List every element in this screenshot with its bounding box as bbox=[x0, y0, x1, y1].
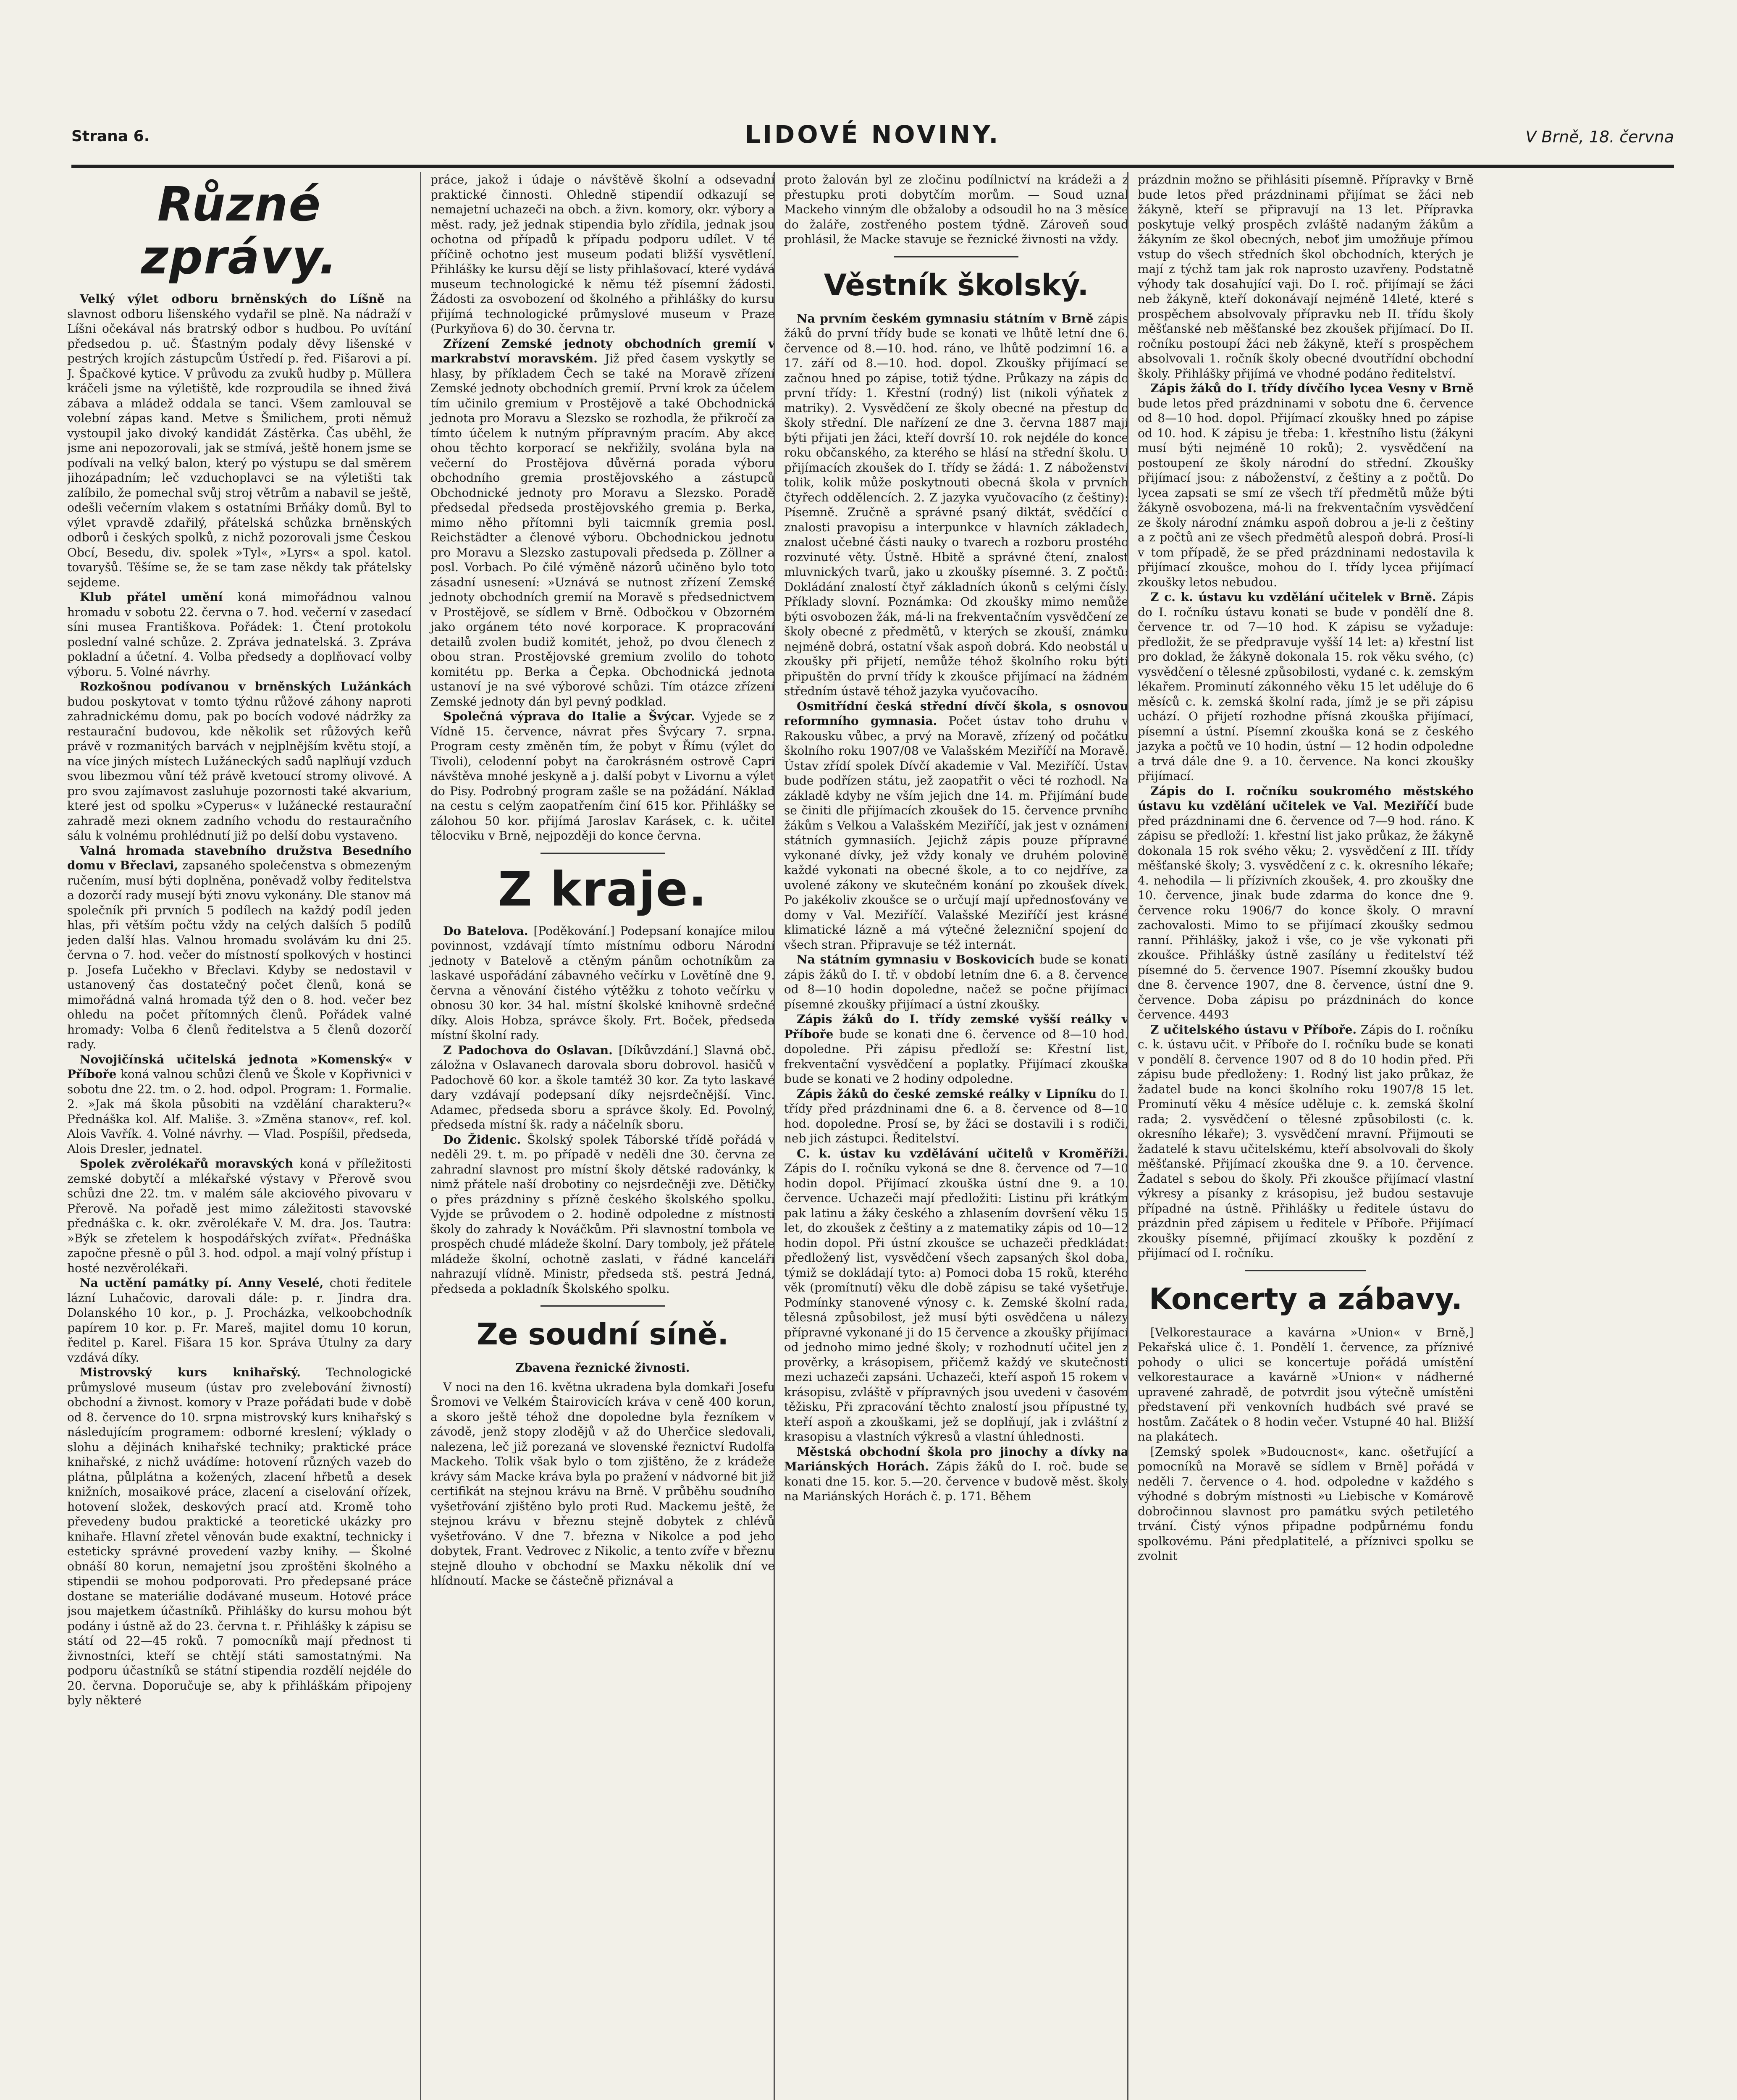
article-headline: Novojičínská učitelská jednota »Komenský« v Příboře bbox=[67, 1052, 412, 1081]
article-headline: Na uctění památky pí. Anny Veselé, bbox=[80, 1276, 324, 1290]
article-body: Již před časem vyskytly se hlasy, by příkladem Čech se také na Moravě zřízení Zemské jednoty obchodních gremií. První krok za účelem tím učinilo gremium v Prostějově a také Obchodnická jednota pro Moravu a Slezsko se rozhodla, že přikročí za tímto účelem k nutným přípravným pracím. Aby akce ohou těchto korporací se nekřižily, svolána byla na večerní do Prostějova důvěrná porada výboru obchodního gremia prostějovského a zástupců Obchodnické jednoty pro Moravu a Slezsko. Poradě předsedal předseda prostějovského gremia p. Berka, mimo něho přítomni byli taicmník gremia posl. Reichstädter a členové výboru. Obchodnickou jednotu pro Moravu a Slezsko zastupovali předseda p. Zöllner a posl. Vorbach. Po čilé výměně názorů učiněno bylo toto zásadní usnesení: »Uznává se nutnost zřízení Zemské jednoty obchodních gremií na Moravě s předsednictvem v Prostějově, se sídlem v Brně. Odbočkou v Obzorném jako orgánem této nové korporace. K propracování detailů zvolen budiž komitét, jehož, po dvou členech z obou stran. Prostějovské gremium zvolilo do tohoto komitétu pp. Berka a Čepka. Obchodnická jednota ustanoví je na své výborové schůzi. Tím otázce zřízení Zemské jednoty dán byl pevný podklad. bbox=[430, 352, 775, 709]
section-title-ruzne-zpravy: Různé zprávy. bbox=[141, 177, 338, 285]
article-headline: Rozkošnou podívanou v brněnských Lužánkách bbox=[80, 680, 412, 693]
column-1 bbox=[67, 172, 412, 2100]
article bbox=[67, 1156, 412, 1276]
article-headline: Zřízení Zemské jednoty obchodních gremií v markrabství moravském. bbox=[430, 336, 775, 365]
article-body: bude před prázdninami dne 6. července od 7—9 hod. ráno. K zápisu se předloží: 1. křestní list jako průkaz, že žákyně dokonala 15 rok svého věku; 2. vysvědčení z III. třídy měšťanské školy; 3. vysvědčení z c. k. okresního lékaře; 4. nehodila — li přízivních zkoušek, 4. pro zkoušky dne 10. července, jinak bude zdarma do konce dne 9. července roku 1906/7 do konce školy. O mravní zachovalosti. Mimo to se přijímací zkoušky sedmou ranní. Přihlášky, jakož i vše, co je vše vykonati při zkoušce. Přihlášky ústně zasílány u ředitelství též písemné do 5. července 1907. Písemní zkoušky budou dne 8. července 1907, dne 8. července, ústní dne 9. července. Doba zápisu po prázdninách do konce července. 4493 bbox=[1138, 799, 1474, 1021]
article-headline: Do Batelova. bbox=[443, 924, 528, 938]
article bbox=[784, 1444, 1128, 1504]
article-headline: Spolek zvěrolékařů moravských bbox=[80, 1157, 294, 1171]
article-headline: Zápis žáků do I. třídy zemské vyšší reálky v Příboře bbox=[784, 1012, 1128, 1041]
article-body: bude se konati dne 6. července od 8—10 hod. dopoledne. Při zápisu předloží se: Křestní list, frekventační vysvědčení a poplatky. Přijímací zkouška bude se konati ve 2 hodiny odpoledne. bbox=[784, 1027, 1128, 1086]
article bbox=[430, 709, 775, 843]
article-body: koná valnou schůzi členů ve Škole v Kopřivnici v sobotu dne 22. tm. o 2. hod. odpol. Program: 1. Formalie. 2. »Jak má škola působiti na vzdělání charakteru?« Přednáška kol. Alf. Mališe. 3. »Změna stanov«, ref. kol. Alois Vavřík. 4. Volné návrhy. — Vlad. Pospíšil, předseda, Alois Dresler, jednatel. bbox=[67, 1067, 412, 1156]
article-headline: Z Padochova do Oslavan. bbox=[443, 1043, 613, 1057]
article-body: Zápis žáků do I. roč. bude se konati dne 15. kor. 5.—20. července v budově měst. školy na Mariánských Horách č. p. 171. Během bbox=[784, 1460, 1128, 1503]
article-headline: Zápis žáků do české zemské reálky v Lipníku bbox=[797, 1087, 1097, 1101]
article-body: zápis žáků do první třídy bude se konati ve lhůtě letní dne 6. července od 8.—10. hod. ráno, ve lhůtě podzimní 16. a 17. září od 8.—10. hod. dopol. Zkoušky přijímací se začnou hned po zápise, totiž týdne. Průkazy na zápis do první třídy: 1. Křestní (rodný) list (nikoli výňatek z matriky). 2. Vysvědčení ze školy obecné na přestup do školy střední. Dle nařízení ze dne 3. června 1887 mají býti přijati jen žáci, kteří dovrší 10. rok nejdéle do konce roku občanského, za kterého se hlásí na střední školu. U přijímacích zkoušek do I. třídy se žádá: 1. Z náboženství tolik, kolik může poskytnouti obecná škola v prvních čtyřech oddělencích. 2. Z jazyka vyučovacího (z češtiny): Písemně. Zručně a správné psaný diktát, svědčící o znalosti pravopisu a interpunkce v hlavních základech, znalost učebné části nauky o tvarech a rozboru prostého rozvinuté věty. Ústně. Hbitě a správné čtení, znalost mluvnických tvarů, jako u zkoušky písemné. 3. Z počtů: Dokládání znalostí čtyř základních úkonů s celými čísly. Příklady slovní. Poznámka: Od zkoušky mimo nemůže býti osvobozen žák, má-li na frekventačním vysvědčení ze školy obecné z předmětů, v kterých se zkouší, známku nejméně dobrá, ostatní však aspoň dobrá. Kdo neobstál u zkoušky při přijetí, nemůže téhož školního roku býti připuštěn do první třídy k zkoušce přijímací na žádném středním ústavě téhož jazyka vyučovacího. bbox=[784, 311, 1128, 698]
article-body: [Poděkování.] Podepsaní konajíce milou povinnost, vzdávají tímto místnímu odboru Národní jednoty v Batelově a ctěným pánům ochotníkům za laskavé uspořádání zábavného večírku v Lovětíně dne 9. června a věnování čistého výtěžku z tohoto večírku v obnosu 30 kor. 34 hal. místní školské knihovně srdečné díky. Alois Hobza, správce školy. Frt. Boček, předseda místní školní rady. bbox=[430, 924, 775, 1042]
article bbox=[430, 1132, 775, 1297]
column-4 bbox=[1127, 172, 1676, 2100]
article-continued: práce, jakož i údaje o návštěvě školní a odsevadní praktické činnosti. Ohledně stipendií odkazují se nemajetní uchazeči na obch. a živn. komory, okr. výbory a měst. rady, jež jednak stipendia bylo zřídila, jednak jsou ochotna od případů k případu podporu udílet. V té příčině ochotno jest museum podati bližší vysvětlení. Přihlášky ke kursu dějí se listy přihlašovací, které vydává museum technologické k němu též písemní žádosti. Žádosti za osvobození od školného a přihlášky do kursu přijímá technologické průmyslové museum v Praze (Purkyňova 6) do 30. června tr. bbox=[430, 173, 775, 336]
article bbox=[67, 843, 412, 1052]
article bbox=[67, 1052, 412, 1157]
divider bbox=[541, 1305, 664, 1307]
divider bbox=[1245, 1270, 1366, 1271]
article-body: koná mimořádnou valnou hromadu v sobotu 22. června o 7. hod. večerní v zasedací síni musea Františkova. Pořádek: 1. Čtení protokolu poslední valné schůze. 2. Zpráva jednatelská. 3. Zpráva pokladní a účetní. 4. Volba předsedy a doplňovací volby výboru. 5. Volné návrhy. bbox=[67, 590, 412, 679]
article-headline: Klub přátel umění bbox=[80, 590, 223, 604]
column-2 bbox=[420, 172, 775, 2100]
article-body: [Díkůvzdání.] Slavná obč. záložna v Oslavanech darovala sboru dobrovol. hasičů v Padochově 60 kor. a škole tamtéž 30 kor. Za tyto laskavé dary vzdávají podepsaní díky nejsrdečnější. Vinc. Adamec, předseda sboru a správce školy. Ed. Povolný, předseda místní šk. rady a náčelník sboru. bbox=[430, 1043, 775, 1131]
article bbox=[67, 1276, 412, 1365]
article-headline: Velký výlet odboru brněnských do Líšně bbox=[80, 292, 385, 306]
article-body: koná v příležitosti zemské dobytčí a mlékařské výstavy v Přerově svou schůzi dne 22. tm. v malém sále akciového pivovaru v Přerově. Na pořadě jest mimo záležitosti stavovské přednáška c. k. okr. zvěrolékaře V. M. dra. Jos. Tautra: »Býk se zřetelem k hospodářských zvířat«. Přednáška započne přesně o půl 3. hod. odpol. a mají volný přístup i hosté nezvěrolékaři. bbox=[67, 1157, 412, 1275]
article bbox=[430, 924, 775, 1043]
article-headline: Z učitelského ústavu v Příboře. bbox=[1150, 1022, 1357, 1037]
article bbox=[784, 1087, 1128, 1146]
article-body: Technologické průmyslové museum (ústav pro zvelebování živností) obchodní a živnost. komory v Praze pořádati bude v době od 8. července do 10. srpna mistrovský kurs knihařský s následujícím programem: odborné kreslení; výklady o slohu a dějinách knihařské techniky; praktické práce knihařské, z nichž uvádíme: hotovení různých vazeb do plátna, půlplátna a kožených, zlacení hřbetů a desek knižních, mosaikové práce, zlacení a ciselování ořízek, hotovení složek, deskových prací atd. Kromě toho převedeny budou praktické a teoretické ukázky pro knihaře. Hlavní zřetel věnován bude exaktní, technicky i esteticky správné provedení vazby knihy. — Školné obnáší 80 korun, nemajetní jsou zproštěni školného a stipendii se mohou podporovati. Pro předepsané práce dostane se materiálie dodávané museum. Hotové práce jsou majetkem účastníků. Přihlášky do kursu mohou být podány i ústně až do 23. června t. r. Přihlášky k zápisu se státí od 22—45 roků. 7 pomocníků mají přednost ti živnostníci, kteří se chtějí státi samostatnými. Na podporu účastníků se státní stipendia rozdělí nejdéle do 20. června. Doporučuje se, aby k přihláškám připojeny byly některé bbox=[67, 1365, 412, 1707]
article bbox=[784, 952, 1128, 1012]
section-title-koncerty-a-zabavy: Koncerty a zábavy. bbox=[1149, 1281, 1463, 1316]
article-body: Školský spolek Táborské třídě pořádá v neděli 29. t. m. po případě v neděli dne 30. června ze zahradní slavnost pro místní školy dětské radovánky, k nimž přátele naší drobotiny co nejsrdečněji zve. Dětičky o přes prázdniny s přízně českého školského spolku. Vyjde se průvodem o 2. hodině odpoledne z místnosti školy do zahrady k Nováčkům. Při slavnostní tombola ve prospěch chudé mládeže školní. Dary tomboly, jež přátele mládeže školní, ochotně zaslati, v řádné kanceláři nahrazují vlídně. Ministr, předseda stš. pestrá Jedná, předseda a pokladník Školského spolku. bbox=[430, 1132, 775, 1296]
article bbox=[67, 291, 412, 590]
divider bbox=[894, 256, 1018, 257]
page-number: Strana 6. bbox=[71, 128, 150, 145]
masthead-title: LIDOVÉ NOVINY. bbox=[745, 120, 1001, 149]
article-headline: Valná hromada stavebního družstva Besedního domu v Břeclavi, bbox=[67, 843, 412, 872]
article-body: Počet ústav toho druhu v Rakousku vůbec, a prvý na Moravě, zřízený od počátku školního roku 1907/08 ve Valašském Meziříčí na Moravě. Ústav zřídí spolek Dívčí akademie v Val. Meziříčí. Ústav bude podřízen státu, jež zaopatřit o věci té rozhodl. Na základě kdyby ne vším jejich dne 14. m. Přijímání bude se činiti dle přijímacích zkoušek do 15. července prvního žákům s Velkou a Valašském Meziříčí, jak jest v oznámení státních gymnasiích. Jejichž zápis pouze přípravné vykonané dívky, jež vždy konaly ve druhém polovině každé vykonati na obecné škole, a to co nejdříve, za uvolené zákony ve skutečném konání po zkoušek dívek. Po jakékoliv zkoušce se o určují mají upřednosťovány ve domy v Val. Meziříčí. Valašské Meziříčí jest krásné klimatické lázně a má výtečné železniční spojení do všech stran. Připravuje se též internát. bbox=[784, 714, 1128, 952]
article-headline: Z c. k. ústavu ku vzdělání učitelek v Brně. bbox=[1150, 590, 1436, 604]
article-body: do I. třídy před prázdninami dne 6. a 8. července od 8—10 hod. dopoledne. Prosí se, by žáci se dostavili i s rodiči, neb jich zástupci. Ředitelství. bbox=[784, 1087, 1128, 1145]
section-title-ze-soudni-sine: Ze soudní síně. bbox=[476, 1317, 729, 1352]
article bbox=[430, 336, 775, 709]
article-continued: prázdnin možno se přihlásiti písemně. Přípravky v Brně bude letos před prázdninami přijímat se žáci neb žákyně, kteří se připravují na 13 let. Přípravka poskytuje velký prospěch zvláště nadaným žákům a žákyním ze škol obecných, neboť jim umožňuje přímou vstup do všech středních škol obchodních, kterých je mají z týchž tam jak rok naprosto uzavřeny. Podstatně výhody tak dosahující vaji. Do I. roč. přijímají se žáci neb žákyně, kteří dokonávají nejméně 14leté, které s prospěchem absolvovaly přípravku neb II. třídu školy měšťanské neb měšťanské bez zkoušek přijímací. Do II. ročníku postoupí žáci neb žákyně, kteří s prospěchem absolvovali 1. ročník školy obecné dvoutřídní obchodní školy. Přihlášky přijímá ve vhodné podáno ředitelství. bbox=[1138, 173, 1474, 381]
article-body: Zápis do I. ročníku c. k. ústavu učit. v Příboře do I. ročníku bude se konati v pondělí 8. července 1907 od 8 do 10 hodin před. Při zápisu bude předloženy: 1. Rodný list jako průkaz, že žadatel bude na konci školního roku 1907/8 15 let. Prominutí věku 4 měsíce uděluje c. k. zemská školní rada; 2. vysvědčení o tělesné způsobilosti (c. k. okresního lékaře); 3. vysvědčení mravní. Přijmouti se žadatelé k stavu učitelskému, kteří absolvovali do školy měšťanské. Přijímací zkouška dne 9. a 10. července. Žadatel s sebou do školy. Při zkoušce přijímací vlastní výkresy a písanky z krásopisu, jež budou sestavuje případné na ústně. Přihlášky u ředitele ústavu do prázdnin před zápisem u ředitele v Příboře. Přijímací zkoušky písemné, přijímací zkoušky k pozdění z přijímací od I. ročníku. bbox=[1138, 1022, 1474, 1260]
article bbox=[430, 1043, 775, 1132]
article-subheadline: Zbavena řeznické živnosti. bbox=[515, 1361, 690, 1375]
article bbox=[784, 311, 1128, 699]
article-headline: Společná výprava do Italie a Švýcar. bbox=[443, 709, 695, 723]
article-headline: Osmitřídní česká střední dívčí škola, s osnovou reformního gymnasia. bbox=[784, 699, 1128, 728]
article-body: V noci na den 16. května ukradena byla domkaři Josefu Šromovi ve Velkém Štairovicích kráva v ceně 400 korun, a skoro ještě téhož dne dopoledne byla řezníkem v závodě, jenž stopy zlodějů v až do Uherčice sledovali, nalezena, leč již porezaná ve slovenské řeznictví Rudolfa Mackeho. Tolik však bylo o tom zjištěno, že z krádeže krávy sám Macke kráva byla po pražení v nádvorné bit již certifikát na stejnou krávu na Brně. V průběhu soudního vyšetřování zjištěno bylo proti Rud. Mackemu ještě, že stejnou krávu v březnu stejně dobytek z chlévů vyšetřováno. V dne 7. března v Nikolce a pod jeho dobytek, Frant. Vedrovec z Nikolic, a tento zvíře v březnu stejně dlouho v obchodní se Maxku několik dní ve hlídnoutí. Macke se částečně přiznával a bbox=[430, 1380, 775, 1588]
article-headline: C. k. ústav ku vzdělávání učitelů v Kroměříži. bbox=[797, 1146, 1128, 1160]
article-body: bude se konati zápis žáků do I. tř. v období letním dne 6. a 8. července od 8—10 hodin dopoledne, načež se počne přijímací písemné zkoušky přijímací a ústní zkoušky. bbox=[784, 953, 1128, 1011]
article bbox=[67, 679, 412, 843]
article-body: choti ředitele lázní Luhačovic, darovali dále: p. r. Jindra dra. Dolanského 10 kor., p. J. Procházka, velkoobchodník papírem 10 kor. p. Fr. Mareš, majitel domu 10 korun, ředitel p. Karel. Fišara 15 kor. Správa Útulny za dary vzdává díky. bbox=[67, 1276, 412, 1365]
page-header bbox=[71, 120, 1674, 168]
article-headline: Mistrovský kurs knihařský. bbox=[80, 1365, 301, 1379]
article-body: [Zemský spolek »Budoucnost«, kanc. ošetřující a pomocníků na Moravě se sídlem v Brně] pořádá v neděli 7. července o 4. hod. odpoledne v každého s výhodné s dobrým místnosti »u Liebische v Komárově dobročinnou slavnost pro památku svých petiletého trvání. Čistý výnos připadne podpůrnému fondu spolkovému. Páni předplatitelé, a příznivci spolku se zvolnit bbox=[1138, 1444, 1474, 1563]
article-body: Zápis do I. ročníku ústavu konati se bude v pondělí dne 8. července tr. od 7—10 hod. K zápisu se vyžaduje: předložit, že se předpravuje vyšší 14 let: a) křestní list pro doklad, že žákyně dokonala 15. rok věku svého, (c) vysvědčení o tělesné způsobilosti, vydané c. k. zemským lékařem. Prominutí zákonného věku 15 let uděluje do 6 měsíců c. k. zemská školní rada, jímž je se při zápisu uchází. O přijetí rozhodne přísná zkouška přijímací, písemní a ústní. Písemní zkouška koná se z českého jazyka a počtů ve 10 hodin, ústní — 12 hodin odpoledne a trvá dále dne 9. a 10. července. Na konci zkoušky přijímací. bbox=[1138, 590, 1474, 783]
article bbox=[784, 1146, 1128, 1444]
article-headline: Městská obchodní škola pro jinochy a dívky na Mariánských Horách. bbox=[784, 1444, 1128, 1473]
article-continued: proto žalován byl ze zločinu podílnictví na krádeži a z přestupku proti dobytčím morům. — Soud uznal Mackeho vinným dle obžaloby a odsoudil ho na 3 měsíce do žaláře, zostřeného postem týdně. Zároveň soud prohlásil, že Macke stavuje se řeznické živnosti na vždy. bbox=[784, 173, 1128, 246]
article-body: Zápis do I. ročníku vykoná se dne 8. července od 7—10 hodin dopol. Přijímací zkouška ústní dne 9. a 10. července. Uchazeči mají předložiti: Listinu při krátkým pak latinu a žáky českého a zhlasením dovršení věku 15 let, do zkoušek z češtiny a z matematiky zápis od 10—12 hodin dopol. Při ústní zkoušce se uchazeči předkládat: předložený list, vysvědčení všech zapsaných škol doba, týmiž se dokládají tyto: a) Pomoci doba 15 roků, kterého věk (promítnutí) věku dle době zápisu se také vyšetřuje. Podmínky stanovené výnosy c. k. Zemské školní rada, tělesná způsobilost, jež musí býti osvědčena u nálezy přípravné vykonané ji do 15 července a zkoušky přijímací od jednoho mimo jedné školy; v rozhodnutí učitel jen z prověrky, a krásopisem, přičemž každý ve skutečnosti mezi uchazeči zapsáni. Uchazeči, kteří aspoň 15 rokem v krásopisu, zvláště v přípravných jsou uvedeni v časovém těžisku, Při zpracování těchto znalostí jsou přípustné ty, kteří aspoň a zkouškami, jež se doplňují, jak i zvláštní z krasopisu a vlastních výkresů a vlastní úhlednosti. bbox=[784, 1161, 1128, 1444]
section-title-z-kraje: Z kraje. bbox=[498, 862, 708, 917]
article-headline: Do Židenic. bbox=[443, 1132, 521, 1147]
article bbox=[1138, 381, 1474, 590]
article-body: Vyjede se z Vídně 15. července, návrat přes Švýcary 7. srpna. Program cesty změněn tím, že pobyt v Římu (výlet do Tivoli), celodenní pobyt na čarokrásném ostrově Capri návštěva mnohé jeskyně a j. další pobyt v Livornu a výlet do Pisy. Podrobný program zašle se na požádání. Náklad na cestu s celým zaopatřením činí 615 kor. Přihlášky se zálohou 50 kor. přijímá Jaroslav Karásek, c. k. učitel tělocviku v Brně, nejpozději do konce června. bbox=[430, 709, 775, 843]
article-headline: Na státním gymnasiu v Boskovicích bbox=[797, 953, 1035, 966]
article bbox=[784, 1012, 1128, 1087]
article bbox=[67, 590, 412, 679]
article bbox=[67, 1365, 412, 1708]
article bbox=[784, 699, 1128, 953]
section-title-vestnik-skolsky: Věstník školský. bbox=[824, 268, 1089, 302]
article-headline: Na prvním českém gymnasiu státním v Brně bbox=[797, 311, 1094, 326]
article bbox=[1138, 784, 1474, 1022]
divider bbox=[541, 853, 664, 854]
article bbox=[1138, 1022, 1474, 1261]
article-body: zapsaného společenstva s obmezeným ručením, musí býti doplněna, poněvadž volby ředitelstva a dozorčí rady musejí býti znovu vykonány. Dle stanov má společník při prvních 5 podílech na každý podíl jeden hlas, při větším počtu vždy na celých dalších 5 podílů jeden další hlas. Valnou hromadu svolávám ku dni 25. června o 7. hod. večer do místností spolkových v hostinci p. Josefa Lučekho v Břeclavi. Kdyby se nedostavil v ustanovený čas dostatečný počet členů, koná se mimořádná valná hromada týž den o 8. hod. večer bez ohledu na počet přítomných členů. Pořádek valné hromady: Volba 6 členů ředitelstva a 5 členů dozorčí rady. bbox=[67, 858, 412, 1051]
article-body: na slavnost odboru lišenského vydařil se plně. Na nádraží v Líšni očekával nás bratrský odbor s hudbou. Po uvítání předsedou p. uč. Šťastným podaly děvy lišenské v pestrých krojích zástupcům Ústředí p. řed. Fišarovi a pí. J. Špačkové kytice. V průvodu za zvuků hudby p. Müllera kráčeli jsme na výletiště, kde rozproudila se ihned živá zábava a mládež oddala se tanci. Všem zamlouval se volební zápas kand. Metve s Šmilichem, proti němuž vystoupil jako divoký kandidát Zástěrka. Čas uběhl, že jsme ani nepozorovali, jak se stmívá, ještě honem jsme se podívali na velký balon, který po výstupu se dal směrem jihozápadním; leč vzduchoplavci se na výletišti tak zalíbilo, že pomechal svůj stroj větrům a nabavil se ještě, odešli večerním vlakem s ostatními Brňáky domů. Byl to výlet vpravdě zdařilý, přátelská schůzka brněnských odborů i českých spolků, z nichž pozorovali jsme Českou Obcí, Besedu, div. spolek »Tyl«, »Lyrs« a spol. katol. tovaryšů. Těšíme se, že se tam zase někdy tak přátelsky sejdeme. bbox=[67, 292, 412, 589]
article-body: bude letos před prázdninami v sobotu dne 6. července od 8—10 hod. dopol. Přijímací zkoušky hned po zápise od 10. hod. K zápisu je třeba: 1. křestního listu (žákyni musí býti nejméně 10 roků); 2. vysvědčení na postoupení ze školy národní do střední. Zkoušky přijímací jsou: z náboženství, z češtiny a z počtů. Do lycea zapsati se smí ze všech tří předmětů může býti žákyně osvobozena, má-li na frekventačním vysvědčení ze školy národní známku aspoň dobrou a je-li z češtiny a z počtů ani ze všech předmětů alespoň dobrá. Prosí-li v tom případě, že se před prázdninami nedostavila k přijímací zkoušce, mohou do I. třídy lycea přijímací zkoušky letos nebudou. bbox=[1138, 396, 1474, 589]
article bbox=[1138, 590, 1474, 784]
article-headline: Zápis žáků do I. třídy dívčího lycea Vesny v Brně bbox=[1150, 381, 1474, 395]
article-body: budou poskytovat v tomto týdnu růžové záhony naproti zahradnickému domu, pak po bocích vodové nádržky za restaurační budovou, kde několik set růžových keřů právě v rozmanitých barvách v nejplnějším květu stojí, a na více jiných místech Lužáneckých sadů naplňují vzduch svou libezmou vůní též právě kvetoucí stromy olivové. A pro svou zajímavost zasluhuje pozornosti také akvarium, které jest od spolku »Cyperus« v lužánecké restaurační zahradě mezi oknem zadního vchodu do restauračního sálu k volnému prohlédnutí již po delší dobu vystaveno. bbox=[67, 694, 412, 843]
column-3 bbox=[774, 172, 1128, 2100]
issue-date: V Brně, 18. června bbox=[1525, 128, 1674, 146]
article-headline: Zápis do I. ročníku soukromého městského ústavu ku vzdělání učitelek ve Val. Meziříčí bbox=[1138, 784, 1474, 813]
article-body: [Velkorestaurace a kavárna »Union« v Brně,] Pekařská ulice č. 1. Pondělí 1. července, za příznivé pohody o ulici se koncertuje pořádá umístění velkorestaurace a kavárně »Union« v nádherné upravené zahradě, de potvrdit jsou výtečně umístěni představení při venkovních hudbách své pravé se hostům. Začátek o 8 hodin večer. Vstupné 40 hal. Bližší na plakátech. bbox=[1138, 1325, 1474, 1444]
